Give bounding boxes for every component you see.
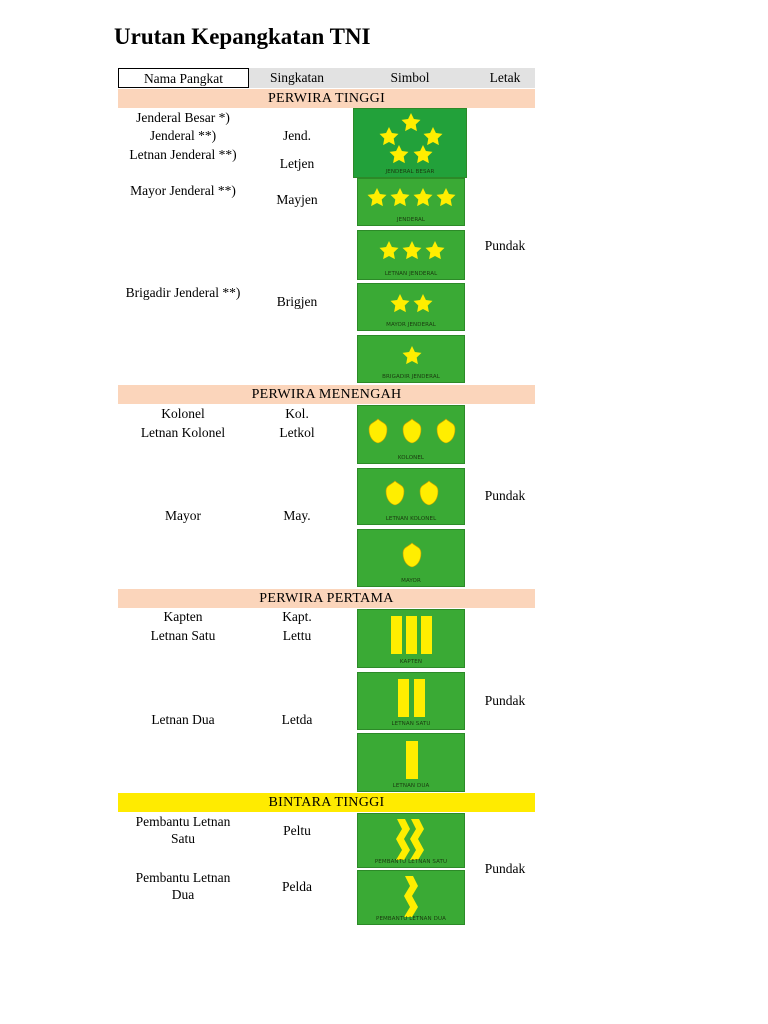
section-bintara-tinggi: BINTARA TINGGI xyxy=(118,793,535,812)
rank-abbr: Letjen xyxy=(279,156,315,171)
badge-letnan-dua xyxy=(357,733,465,792)
rank-name: Brigadir Jenderal **) xyxy=(125,285,241,300)
rank-abbr: Kapt. xyxy=(282,609,312,624)
rank-name: Jenderal Besar *) xyxy=(136,110,230,125)
header-nama-pangkat: Nama Pangkat xyxy=(118,68,249,88)
badge-label: JENDERAL xyxy=(396,217,426,223)
badge-label: LETNAN DUA xyxy=(392,783,430,789)
badge-label: KAPTEN xyxy=(399,659,423,665)
badge-mayor-jenderal xyxy=(357,283,465,331)
badge-jenderal-besar xyxy=(353,108,467,178)
header-simbol: Simbol xyxy=(390,70,430,85)
rank-name: Letnan Satu xyxy=(150,628,216,643)
rank-name: Kolonel xyxy=(161,406,205,421)
badge-pembantu-letnan-dua xyxy=(357,870,465,925)
rank-abbr: Brigjen xyxy=(276,294,318,309)
badge-label: BRIGADIR JENDERAL xyxy=(382,374,440,380)
rank-location: Pundak xyxy=(484,238,526,253)
badge-jenderal xyxy=(357,178,465,226)
badge-label: MAYOR xyxy=(401,578,421,584)
rank-name: Pembantu Letnan Dua xyxy=(135,870,231,902)
badge-label: JENDERAL BESAR xyxy=(385,169,435,175)
badge-label: LETNAN JENDERAL xyxy=(384,271,438,277)
rank-abbr: May. xyxy=(283,508,311,523)
section-perwira-tinggi: PERWIRA TINGGI xyxy=(118,89,535,108)
rank-abbr: Letda xyxy=(281,712,313,727)
rank-location: Pundak xyxy=(484,861,526,876)
badge-label: PEMBANTU LETNAN DUA xyxy=(376,916,446,922)
badge-label: LETNAN SATU xyxy=(391,721,431,727)
rank-name: Mayor xyxy=(165,508,201,523)
badge-brigadir-jenderal xyxy=(357,335,465,383)
section-perwira-pertama: PERWIRA PERTAMA xyxy=(118,589,535,608)
rank-abbr: Kol. xyxy=(285,406,309,421)
badge-kolonel xyxy=(357,405,465,464)
rank-name: Letnan Dua xyxy=(151,712,215,727)
badge-letnan-kolonel xyxy=(357,468,465,525)
rank-location: Pundak xyxy=(484,693,526,708)
badge-label: KOLONEL xyxy=(397,455,425,461)
badge-label: LETNAN KOLONEL xyxy=(385,516,437,522)
badge-letnan-jenderal xyxy=(357,230,465,280)
rank-location: Pundak xyxy=(484,488,526,503)
badge-label: MAYOR JENDERAL xyxy=(386,322,436,328)
rank-abbr: Peltu xyxy=(283,823,311,838)
section-perwira-menengah: PERWIRA MENENGAH xyxy=(118,385,535,404)
rank-name: Mayor Jenderal **) xyxy=(130,183,236,198)
rank-abbr: Pelda xyxy=(282,879,312,894)
badge-letnan-satu xyxy=(357,672,465,730)
rank-abbr: Jend. xyxy=(282,128,312,143)
rank-name: Letnan Kolonel xyxy=(140,425,226,440)
badge-kapten xyxy=(357,609,465,668)
badge-label: PEMBANTU LETNAN SATU xyxy=(374,859,448,865)
rank-abbr: Letkol xyxy=(279,425,315,440)
rank-name: Pembantu Letnan Satu xyxy=(135,814,231,846)
header-letak: Letak xyxy=(489,70,521,85)
page-title: Urutan Kepangkatan TNI xyxy=(114,24,371,49)
badge-mayor xyxy=(357,529,465,587)
rank-name: Kapten xyxy=(163,609,203,624)
rank-abbr: Mayjen xyxy=(276,192,318,207)
rank-name: Letnan Jenderal **) xyxy=(129,147,237,162)
badge-pembantu-letnan-satu xyxy=(357,813,465,868)
rank-abbr: Lettu xyxy=(282,628,312,643)
header-singkatan: Singkatan xyxy=(270,70,324,85)
rank-name: Jenderal **) xyxy=(149,128,217,143)
